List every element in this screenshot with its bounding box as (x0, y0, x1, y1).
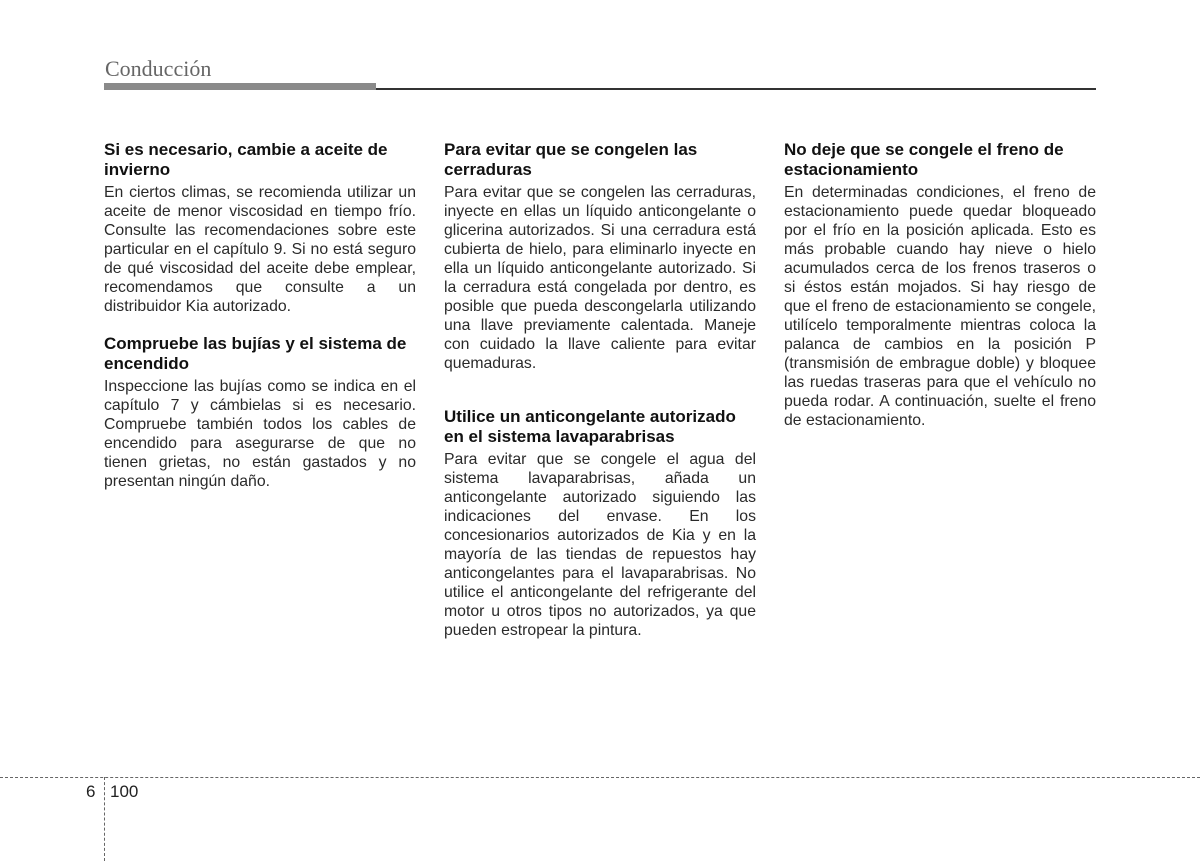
section-body: En determinadas condiciones, el freno de estacionamiento puede quedar bloqueado por el frío en la posición aplicada. Esto es más probable cuando hay nieve o hielo acumulados cerca de los frenos traseros o si éstos están mojados. Si hay riesgo de que el freno de estacionamiento se congele, utilícelo temporalmente mientras coloca la palanca de cambios en la posición P (transmisión de embrague doble) y bloquee las ruedas traseras para que el vehículo no pueda rodar. A continuación, suelte el freno de estacionamiento. (784, 184, 1096, 429)
section-spark-plugs (104, 334, 416, 491)
section-body: Para evitar que se congele el agua del sistema lavaparabrisas, añada un anticongelante autorizado siguiendo las indicaciones del envase. En los concesionarios autorizados de Kia y en la mayoría de las tiendas de repuestos hay anticongelantes para el lavaparabrisas. No utilice el anticongelante del refrigerante del motor u otros tipos no autorizados, ya que pueden estropear la pintura. (444, 451, 756, 639)
section-body: Para evitar que se congelen las cerraduras, inyecte en ellas un líquido anticongelante o glicerina autorizados. Si una cerradura está cubierta de hielo, para eliminarlo inyecte en ella un líquido anticongelante autorizado. Si la cerradura está congelada por dentro, es posible que pueda descongelarla utilizando una llave previamente calentada. Maneje con cuidado la llave caliente para evitar quemaduras. (444, 184, 756, 372)
column-3 (784, 140, 1096, 448)
section-heading: Si es necesario, cambie a aceite de invierno (104, 140, 388, 179)
header-rule-thick (104, 83, 376, 90)
section-washer-antifreeze (444, 407, 756, 640)
page-number: 100 (110, 782, 139, 801)
section-heading: Compruebe las bujías y el sistema de encendido (104, 334, 407, 373)
page-chapter-number: 6 (86, 782, 96, 801)
section-body: En ciertos climas, se recomienda utilizar un aceite de menor viscosidad en tiempo frío. Consulte las recomendaciones sobre este particular en el capítulo 9. Si no está seguro de qué viscosidad del aceite debe emplear, recomendamos que consulte a un distribuidor Kia autorizado. (104, 184, 416, 315)
section-parking-brake (784, 140, 1096, 430)
footer-dashed-rule (0, 777, 1200, 778)
section-heading: Para evitar que se congelen las cerraduras (444, 140, 698, 179)
column-1 (104, 140, 416, 509)
section-body: Inspeccione las bujías como se indica en el capítulo 7 y cámbielas si es necesario. Compruebe también todos los cables de encendido para asegurarse de que no tienen grietas, no están gastados y no presentan ningún daño. (104, 378, 416, 490)
section-heading: No deje que se congele el freno de estacionamiento (784, 140, 1064, 179)
section-heading: Utilice un anticongelante autorizado en el sistema lavaparabrisas (444, 407, 736, 446)
footer-vertical-dashed-rule (104, 777, 105, 861)
header-rule-thin (376, 88, 1096, 90)
section-door-locks (444, 140, 756, 373)
chapter-title: Conducción (105, 56, 212, 81)
section-winter-oil (104, 140, 416, 316)
column-2 (444, 140, 756, 658)
